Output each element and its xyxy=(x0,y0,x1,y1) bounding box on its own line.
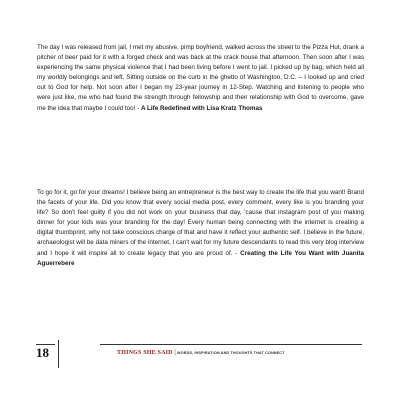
running-head-tagline: WORDS, INSPIRATION AND THOUGHTS THAT CONNECT xyxy=(175,351,285,355)
running-head xyxy=(117,346,285,357)
running-head-brand: THINGS SHE SAID | xyxy=(117,350,176,356)
footer-divider xyxy=(58,340,59,368)
quote-attribution: A Life Redefined with Lisa Kratz Thomas xyxy=(140,104,263,112)
quote-paragraph xyxy=(37,188,364,269)
quote-body: To go for it, go for your dreams! I believe being an entrepreneur is the best way to create the life that you want! Brand the facets of your life. Did you know that every social media post, every comment, every like is you branding your life? So don't feel guilty if you did not work on your business that day, 'cause that instagram post of you making dinner for your kids was your branding for the day! Every human being connecting with the internet is creating a digital thumbprint, why not take conscious charge of that and have it reflect your authentic self. I believe in the future, archaeologist will be data miners of the internet, I can't wait for my future descendants to read this very blog interview and I hope it will inspire all to create legacy that you are proud of. - xyxy=(37,189,364,257)
footer-rule xyxy=(100,344,362,345)
quote-body: The day I was released from jail, I met my abusive, pimp boyfriend, walked across the street to the Pizza Hut, drank a pitcher of beer paid for it with a forged check and was back at the crack house that afternoon. Then soon after I was experiencing the same physical violence that I had been living before I went to jail. I picked up by bag, which held all my worldly belongings and left. Sitting outside on the curb in the ghetto of Washington, D.C. – I looked up and cried out to God for help. Not soon after I began my 23-year journey in 12-Step. Watching and listening to people who were just like, me who had found the strength through fellowship and their relationship with God to overcome, gave me the idea that maybe I could too! - xyxy=(37,44,364,112)
page-number: 18 xyxy=(36,345,49,360)
quote-paragraph xyxy=(37,43,364,114)
quote-attribution: Creating the Life You Want with Juanita Aguerrebere xyxy=(37,249,365,267)
